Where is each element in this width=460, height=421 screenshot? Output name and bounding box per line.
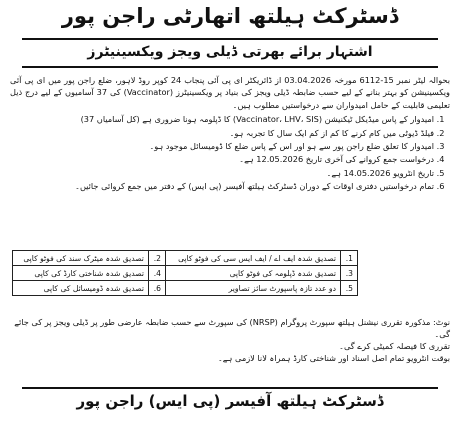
table-cell: 4.: [148, 266, 165, 281]
table-cell: تصدیق شدہ شناختی کارڈ کی کاپی: [13, 266, 149, 281]
list-item: 4. درخواست جمع کروانے کی آخری تاریخ 12.05.2026 ہے۔: [10, 153, 434, 165]
requirements-list: [10, 113, 450, 192]
page-title: ڈسٹرکٹ ہیلتھ اتھارٹی راجن پور: [61, 4, 399, 28]
table-cell: تصدیق شدہ ڈومیسائل کی کاپی: [13, 281, 149, 296]
list-item: 2. فیلڈ ڈیوٹی میں کام کرنے کا کم از کم ایک سال کا تجربہ ہو۔: [10, 127, 434, 139]
notes-section: [10, 316, 450, 364]
table-cell: تصدیق شدہ ڈپلومہ کی فوٹو کاپی: [165, 266, 340, 281]
table-cell: 5.: [340, 281, 357, 296]
table-row: [13, 251, 358, 266]
list-item: 1. امیدوار کے پاس میڈیکل ٹیکنیشن (Vaccinator، LHV، SIS) کا ڈپلومہ ہونا ضروری ہے (کل آسامیاں 37): [10, 113, 434, 125]
table-cell: 6.: [148, 281, 165, 296]
page-subtitle: اشتہار برائے بھرتی ڈیلی ویجز ویکسینیٹرز: [87, 44, 373, 60]
note-text: نوٹ: مذکورہ تقرری نیشنل ہیلتھ سپورٹ پروگرام (NRSP) کی سپورٹ سے حسب ضابطہ عارضی طور پر ڈیلی ویجز پر کی جائے گی۔: [14, 317, 450, 339]
footer-signature: ڈسٹرکٹ ہیلتھ آفیسر (پی ایس) راجن پور: [76, 392, 384, 410]
intro-paragraph: بحوالہ لیٹر نمبر 15-6112 مورخہ 03.04.2026 از ڈائریکٹر ای پی آئی پنجاب 24 کوپر روڈ لاہور، ضلع راجن پور میں ای پی آئی ویکسینیشن کو بہتر بنانے کے لیے حسب ضابطہ ڈیلی ویجز کی بنیاد پر ویکسینیٹرز (Vaccinator) کی 37 آسامیوں کے لیے درج ذیل تعلیمی قابلیت کے حامل امیدواران سے درخواستیں مطلوب ہیں۔: [10, 75, 450, 110]
table-cell: دو عدد تازہ پاسپورٹ سائز تصاویر: [165, 281, 340, 296]
list-item: 5. تاریخ انٹرویو 14.05.2026 ہے۔: [10, 167, 434, 179]
list-item: 6. تمام درخواستیں دفتری اوقات کے دوران ڈسٹرکٹ ہیلتھ آفیسر (پی ایس) کے دفتر میں جمع کروائی جائیں۔: [10, 180, 434, 192]
table-cell: تصدیق شدہ میٹرک سند کی فوٹو کاپی: [13, 251, 149, 266]
subtitle-rule: [22, 66, 438, 68]
title-rule: [22, 38, 438, 40]
table-cell: تصدیق شدہ ایف اے / ایف ایس سی کی فوٹو کاپی: [165, 251, 340, 266]
documents-table: [12, 250, 358, 296]
table-row: [13, 281, 358, 296]
footer-rule: [22, 387, 438, 389]
table-cell: 1.: [340, 251, 357, 266]
table-cell: 3.: [340, 266, 357, 281]
note-text: بوقت انٹرویو تمام اصل اسناد اور شناختی کارڈ ہمراہ لانا لازمی ہے۔: [218, 353, 450, 363]
note-text: تقرری کا فیصلہ کمیٹی کرے گی۔: [339, 341, 450, 351]
list-item: 3. امیدوار کا تعلق ضلع راجن پور سے ہو اور اس کے پاس ضلع کا ڈومیسائل موجود ہو۔: [10, 140, 434, 152]
table-cell: 2.: [148, 251, 165, 266]
table-row: [13, 266, 358, 281]
advertisement-body: [10, 74, 450, 194]
